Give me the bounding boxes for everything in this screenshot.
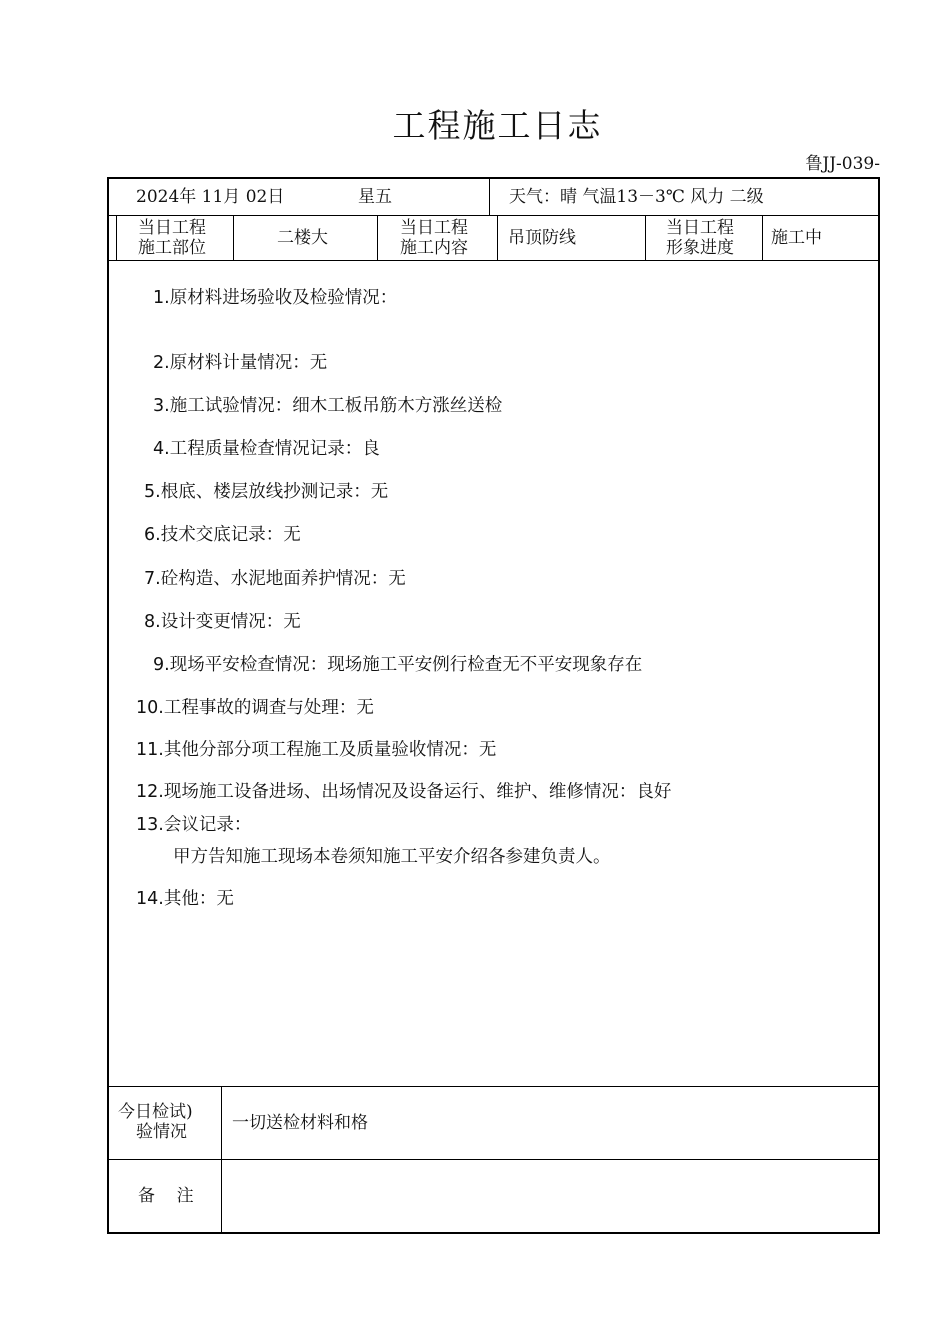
log-item-14: 14.其他：无 xyxy=(136,889,234,909)
meeting-note: 甲方告知施工现场本卷须知施工平安介绍各参建负责人。 xyxy=(173,847,611,867)
log-item-9: 9.现场平安检查情况：现场施工平安例行检查无不平安现象存在 xyxy=(153,655,643,675)
divider xyxy=(221,1086,222,1233)
log-item-13: 13.会议记录： xyxy=(136,815,252,835)
log-item-12: 12.现场施工设备进场、出场情况及设备运行、维护、维修情况：良好 xyxy=(136,782,672,802)
log-item-2: 2.原材料计量情况：无 xyxy=(153,353,328,373)
content-label-line1: 当日工程 xyxy=(400,218,468,238)
progress-label-line1: 当日工程 xyxy=(666,218,734,238)
location-label-line2: 施工部位 xyxy=(138,238,206,258)
log-item-7: 7.砼构造、水泥地面养护情况：无 xyxy=(144,569,406,589)
progress-label xyxy=(666,218,734,258)
log-item-11: 11.其他分部分项工程施工及质量验收情况：无 xyxy=(136,740,497,760)
log-item-8: 8.设计变更情况：无 xyxy=(144,612,301,632)
inspection-value: 一切送检材料和格 xyxy=(232,1113,368,1133)
divider xyxy=(377,215,378,260)
content-label xyxy=(400,218,468,258)
progress-label-line2: 形象进度 xyxy=(666,238,734,258)
form-code: 鲁JJ-039- xyxy=(805,154,880,174)
divider xyxy=(107,260,880,261)
log-item-6: 6.技术交底记录：无 xyxy=(144,525,301,545)
inspection-label-line2: 验情况 xyxy=(136,1122,187,1142)
remarks-label: 备 注 xyxy=(138,1186,194,1206)
location-value: 二楼大 xyxy=(277,228,328,248)
divider xyxy=(497,215,498,260)
log-item-4: 4.工程质量检查情况记录：良 xyxy=(153,439,380,459)
divider xyxy=(762,215,763,260)
log-item-5: 5.根底、楼层放线抄测记录：无 xyxy=(144,482,389,502)
log-date: 2024年 11月 02日 xyxy=(136,187,285,207)
log-item-10: 10.工程事故的调查与处理：无 xyxy=(136,698,374,718)
divider xyxy=(645,215,646,260)
divider xyxy=(489,177,490,215)
log-item-1: 1.原材料进场验收及检验情况： xyxy=(153,288,398,308)
log-item-3: 3.施工试验情况：细木工板吊筋木方涨丝送检 xyxy=(153,396,503,416)
progress-value: 施工中 xyxy=(771,228,822,248)
log-weekday: 星五 xyxy=(358,187,392,207)
divider xyxy=(107,1086,880,1087)
divider xyxy=(233,215,234,260)
divider xyxy=(116,215,117,260)
location-label xyxy=(138,218,206,258)
log-weather: 天气：晴 气温13－3℃ 风力 二级 xyxy=(509,187,764,207)
content-label-line2: 施工内容 xyxy=(400,238,468,258)
inspection-label xyxy=(118,1102,193,1142)
divider xyxy=(107,215,880,216)
divider xyxy=(107,1159,880,1160)
inspection-label-line1: 今日检试) xyxy=(118,1102,193,1122)
page-title: 工程施工日志 xyxy=(392,106,603,145)
content-value: 吊顶防线 xyxy=(508,228,576,248)
location-label-line1: 当日工程 xyxy=(138,218,206,238)
